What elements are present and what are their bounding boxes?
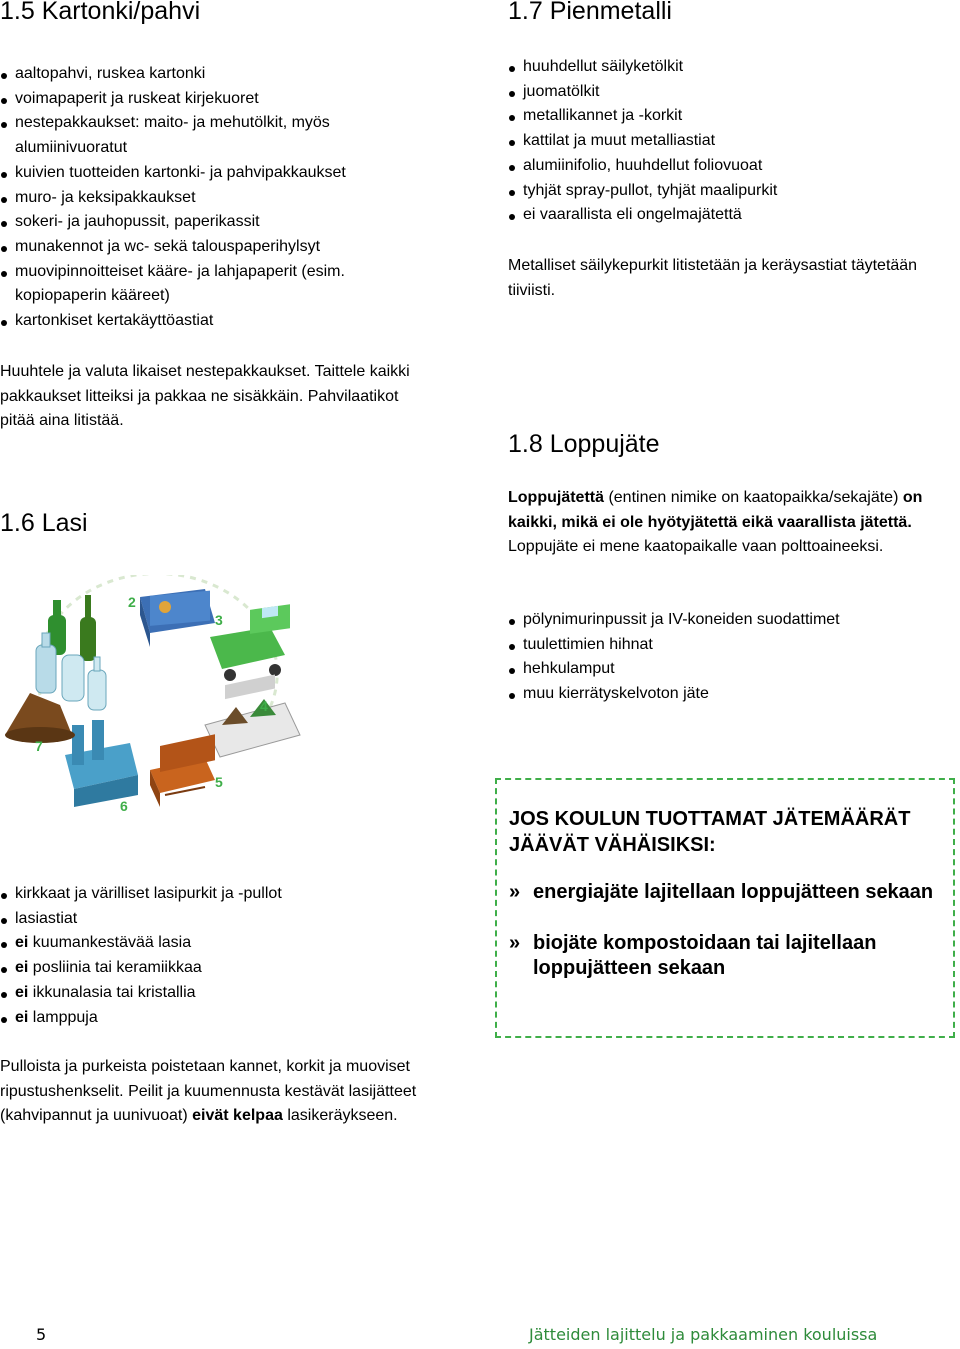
list-item: muu kierrätyskelvoton jäte	[508, 682, 948, 707]
list-item: tuulettimien hihnat	[508, 633, 948, 658]
negation-word: ei	[15, 934, 29, 952]
list-item: hehkulamput	[508, 657, 948, 682]
list-item: ei kuumankestävää lasia	[0, 931, 400, 956]
footer-title: Jätteiden lajittelu ja pakkaaminen kouluissa	[529, 1325, 878, 1344]
list-item: ei lamppuja	[0, 1006, 400, 1031]
metal-note: Metalliset säilykepurkit litistetään ja keräysastiat täytetään tiiviisti.	[508, 257, 918, 299]
list-item: munakennot ja wc- sekä talouspaperihylsyt	[0, 235, 400, 260]
mixed-heading: 1.8 Loppujäte	[508, 430, 660, 458]
list-item: ei posliinia tai keramiikkaa	[0, 956, 400, 981]
glass-cullet-pile-icon	[5, 693, 75, 743]
list-item: kattilat ja muut metalliastiat	[508, 129, 948, 154]
list-item: muro- ja keksipakkaukset	[0, 186, 400, 211]
mixed-list	[508, 608, 948, 707]
cycle-number: 6	[120, 798, 128, 814]
list-item: ei vaarallista eli ongelmajätettä	[508, 203, 948, 228]
list-item: alumiinifolio, huuhdellut foliovuoat	[508, 154, 948, 179]
glass-furnace-icon	[150, 734, 215, 807]
cardboard-heading: 1.5 Kartonki/pahvi	[0, 0, 201, 25]
glass-container-icon	[140, 589, 215, 647]
list-item: nestepakkaukset: maito- ja mehutölkit, myös alumiinivuoratut	[0, 111, 400, 160]
negation-word: ei	[15, 1008, 29, 1026]
page-number: 5	[36, 1325, 47, 1344]
list-item: huuhdellut säilyketölkit	[508, 55, 948, 80]
glass-factory-icon	[65, 720, 138, 807]
list-item: pölynimurinpussit ja IV-koneiden suodattimet	[508, 608, 948, 633]
glass-bottles-icon	[36, 595, 106, 710]
cycle-number: 7	[35, 738, 43, 754]
list-item: aaltopahvi, ruskea kartonki	[0, 62, 400, 87]
callout-item: » biojäte kompostoidaan tai lajitellaan loppujätteen sekaan	[509, 932, 877, 979]
cycle-number: 2	[128, 594, 136, 610]
glass-recycling-cycle-illustration	[0, 575, 320, 820]
cycle-number: 3	[215, 612, 223, 628]
small-waste-callout	[495, 778, 955, 1038]
cycle-number: 4	[260, 698, 268, 714]
list-item: tyhjät spray-pullot, tyhjät maalipurkit	[508, 179, 948, 204]
list-item: juomatölkit	[508, 80, 948, 105]
callout-item: » energiajäte lajitellaan loppujätteen sekaan	[509, 881, 934, 903]
list-item: sokeri- ja jauhopussit, paperikassit	[0, 210, 400, 235]
list-item: muovipinnoitteiset kääre- ja lahjapaperit (esim. kopiopaperin kääreet)	[0, 260, 400, 309]
list-item: kartonkiset kertakäyttöastiat	[0, 309, 400, 334]
callout-heading: JOS KOULUN TUOTTAMAT JÄTEMÄÄRÄT JÄÄVÄT VÄHÄISIKSI:	[509, 808, 911, 856]
cardboard-list	[0, 62, 400, 334]
metal-list	[508, 55, 948, 228]
cycle-number: 5	[215, 774, 223, 790]
list-item: kirkkaat ja värilliset lasipurkit ja -pullot	[0, 882, 400, 907]
list-item: voimapaperit ja ruskeat kirjekuoret	[0, 87, 400, 112]
list-item: metallikannet ja -korkit	[508, 104, 948, 129]
list-item: kuivien tuotteiden kartonki- ja pahvipakkaukset	[0, 161, 400, 186]
list-item: ei ikkunalasia tai kristallia	[0, 981, 400, 1006]
arrow-icon: »	[509, 881, 521, 903]
svg-text:♻: ♻	[230, 626, 239, 636]
metal-heading: 1.7 Pienmetalli	[508, 0, 672, 25]
list-item: lasiastiat	[0, 907, 400, 932]
glass-heading: 1.6 Lasi	[0, 509, 88, 537]
glass-note: Pulloista ja purkeista poistetaan kannet, korkit ja muoviset ripustushenkselit. Peilit ja kuumennusta kestävät lasijätteet (kahvipannut ja uunivuoat) eivät kelpaa lasikeräykseen.	[0, 1058, 417, 1125]
mixed-intro: Loppujätettä (entinen nimike on kaatopaikka/sekajäte) on kaikki, mikä ei ole hyötyjätettä eikä vaarallista jätettä. Loppujäte ei mene kaatopaikalle vaan polttoaineeksi.	[508, 489, 923, 556]
arrow-icon: »	[509, 932, 521, 954]
sorting-plant-icon	[205, 675, 300, 757]
negation-word: ei	[15, 983, 29, 1001]
cardboard-note: Huuhtele ja valuta likaiset nestepakkaukset. Taittele kaikki pakkaukset litteiksi ja pakkaa ne sisäkkäin. Pahvilaatikot pitää aina litistää.	[0, 363, 410, 430]
glass-list	[0, 882, 400, 1030]
negation-word: ei	[15, 959, 29, 977]
